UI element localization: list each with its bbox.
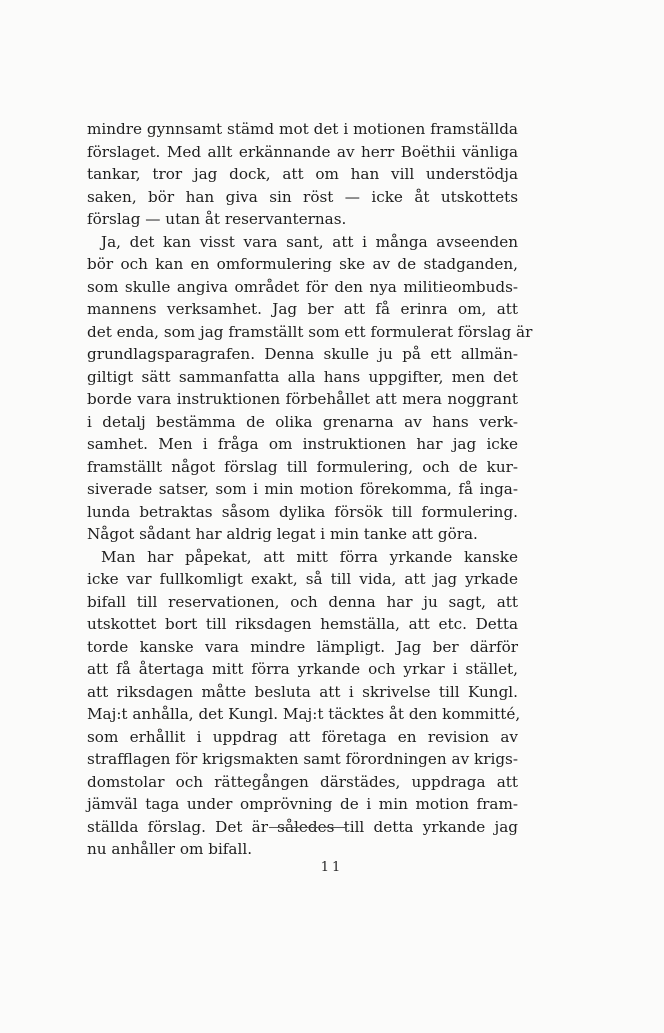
text-line: bifall till reservationen, och denna har ju sagt, att xyxy=(87,592,518,611)
text-line: borde vara instruktionen förbehållet att mera noggrant xyxy=(87,390,518,408)
text-line: mindre gynnsamt stämd mot det i motionen framställda xyxy=(87,120,518,138)
text-line: Maj:t anhålla, det Kungl. Maj:t täcktes åt den kommitté, xyxy=(87,705,521,723)
text-line: lunda betraktas såsom dylika försök till formulering. xyxy=(87,502,518,521)
text-line: som skulle angiva området för den nya militieombuds- xyxy=(87,277,518,296)
text-line: strafflagen för krigsmakten samt förordningen av krigs- xyxy=(87,750,518,768)
text-line: torde kanske vara mindre lämpligt. Jag ber därför xyxy=(87,637,518,656)
text-line: Något sådant har aldrig legat i min tanke att göra. xyxy=(87,525,478,543)
text-line: tankar, tror jag dock, att om han vill understödja xyxy=(87,165,518,183)
section-divider xyxy=(269,827,347,828)
text-line: giltigt sätt sammanfatta alla hans uppgifter, men det xyxy=(87,367,518,386)
text-line: förslaget. Med allt erkännande av herr Boëthii vänliga xyxy=(87,142,518,161)
text-line: icke var fullkomligt exakt, så till vida, att jag yrkade xyxy=(87,570,518,588)
body-text xyxy=(87,118,533,861)
text-line: nu anhåller om bifall. xyxy=(87,840,253,858)
text-line: att få återtaga mitt förra yrkande och yrkar i stället, xyxy=(87,660,518,678)
text-line: Ja, det kan visst vara sant, att i många avseenden xyxy=(101,232,518,251)
text-line: jämväl taga under omprövning de i min motion fram- xyxy=(87,795,518,813)
text-line: saken, bör han giva sin röst — icke åt utskottets xyxy=(87,187,518,206)
text-line: domstolar och rättegången därstädes, uppdraga att xyxy=(87,772,518,791)
text-line: utskottet bort till riksdagen hemställa, att etc. Detta xyxy=(87,615,518,633)
text-line: framställt något förslag till formulering, och de kur- xyxy=(87,457,518,476)
text-line: ställda förslag. Det är således till detta yrkande jag xyxy=(87,817,518,836)
text-line: mannens verksamhet. Jag ber att få erinra om, att xyxy=(87,300,518,318)
text-line: samhet. Men i fråga om instruktionen har jag icke xyxy=(87,435,518,453)
text-line: Man har påpekat, att mitt förra yrkande kanske xyxy=(101,547,518,566)
text-line: i detalj bestämma de olika grenarna av hans verk- xyxy=(87,412,518,431)
text-line: bör och kan en omformulering ske av de stadganden, xyxy=(87,255,518,273)
text-line: det enda, som jag framställt som ett formulerat förslag är xyxy=(87,322,533,341)
text-line: förslag — utan åt reservanternas. xyxy=(87,210,347,228)
text-line: att riksdagen måtte besluta att i skrivelse till Kungl. xyxy=(87,682,518,701)
text-line: som erhållit i uppdrag att företaga en revision av xyxy=(87,727,518,746)
text-line: grundlagsparagrafen. Denna skulle ju på ett allmän- xyxy=(87,345,518,363)
text-line: siverade satser, som i min motion förekomma, få inga- xyxy=(87,480,518,498)
page-number: 11 xyxy=(320,860,344,875)
